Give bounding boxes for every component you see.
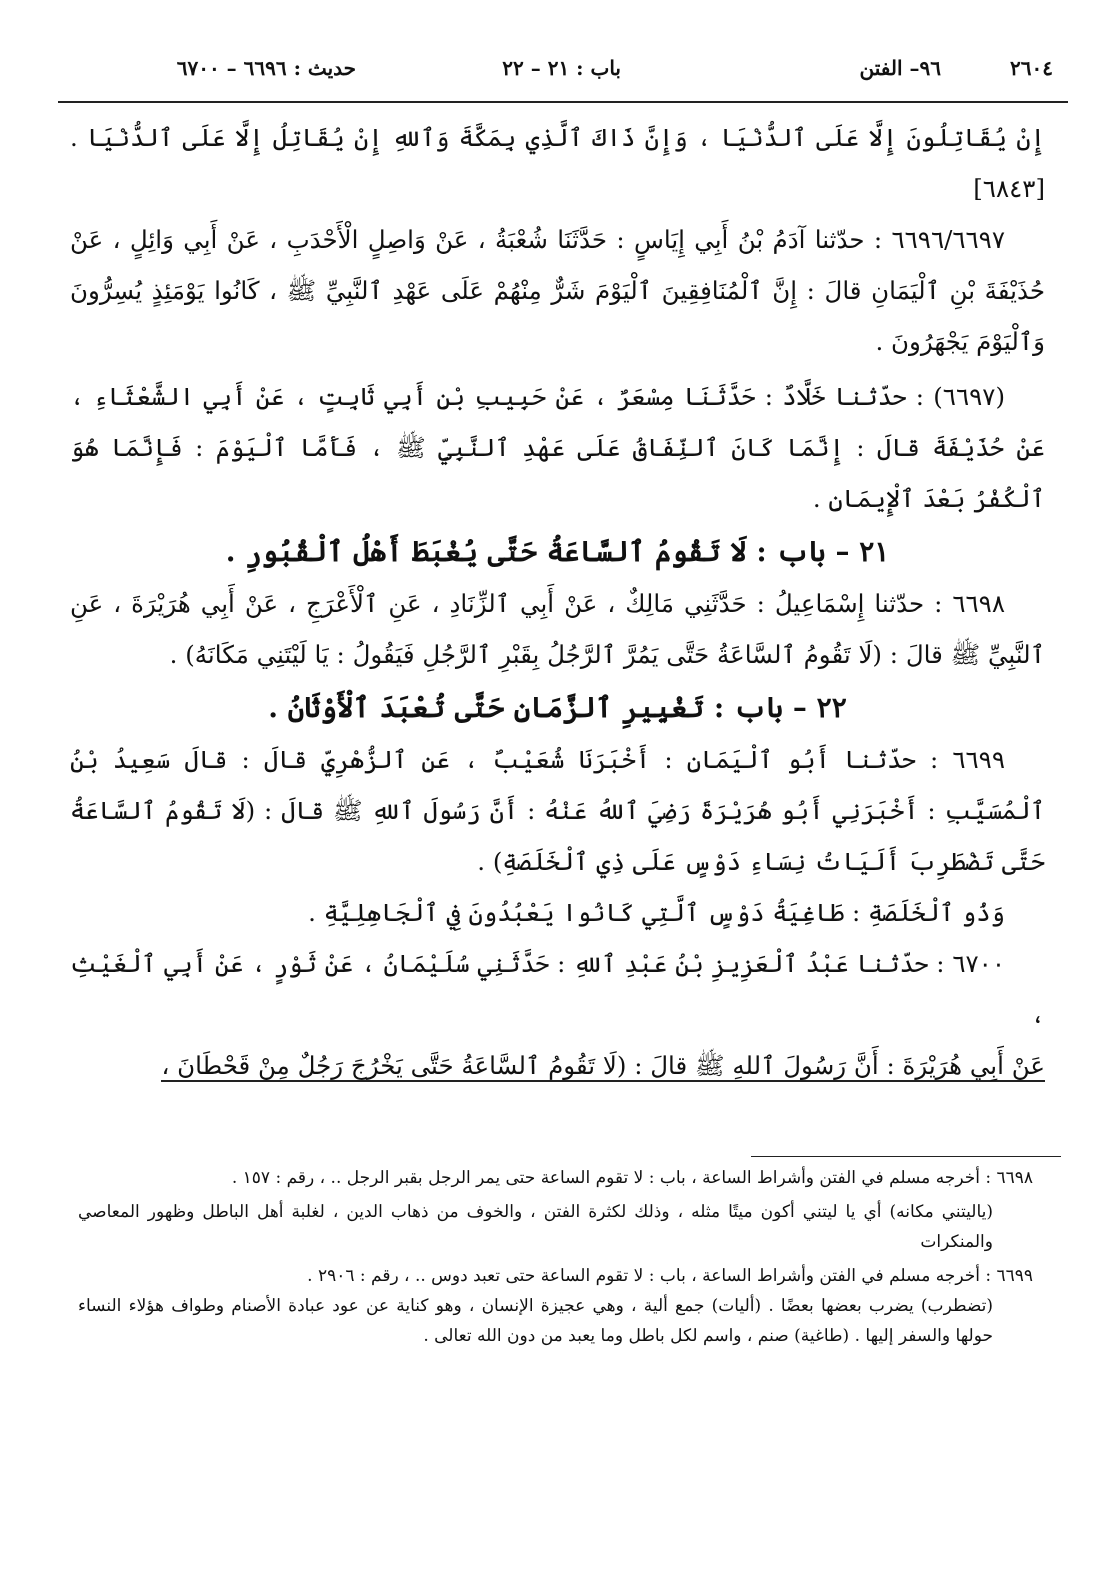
hadith-range: حديث : ٦٦٩٦ – ٦٧٠٠: [176, 56, 356, 80]
footnote-6699: ٦٦٩٩ : أخرجه مسلم في الفتن وأشراط الساعة ، باب : لا تقوم الساعة حتى تعبد دوس .. ، رقم : ٢٩٠٦ .: [307, 1266, 1033, 1286]
header-divider: [58, 101, 1068, 103]
hadith-6696: ٦٦٩٦/٦٦٩٧ : حدّثنا آدَمُ بْنُ أَبِي إِيَاسٍ : حَدَّثَنَا شُعْبَةُ ، عَنْ وَاصِلٍ الْأَحْدَبِ ، عَنْ أَبِي وَائِلٍ ، عَنْ حُذَيْفَةَ بْنِ ٱلْيَمَانِ قالَ : إِنَّ ٱلْمُنَافِقِينَ ٱلْيَوْمَ شَرٌّ مِنْهُمْ عَلَى عَهْدِ ٱلنَّبِيِّ ﷺ ، كَانُوا يَوْمَئِذٍ يُسِرُّونَ وَٱلْيَوْمَ يَجْهَرُونَ .: [70, 225, 1045, 356]
hadith-6700-line1: ٦٧٠٠ : حدّثنا عَبْدُ ٱلْعَزِيزِ بْنُ عَبْدِ ٱللهِ : حَدَّثَنِي سُلَيْمَانُ ، عَنْ ثَوْرٍ ، عَنْ أَبِي ٱلْغَيْثِ ،: [70, 949, 1045, 1029]
footnote-6698: ٦٦٩٨ : أخرجه مسلم في الفتن وأشراط الساعة ، باب : لا تقوم الساعة حتى يمر الرجل بقبر الرجل .. ، رقم : ١٥٧ .: [231, 1168, 1033, 1188]
page-number: ٢٦٠٤: [1010, 56, 1053, 80]
continued-paragraph: إِنْ يُقَاتِلُونَ إِلَّا عَلَى ٱلدُّنْيَا ، وَإِنَّ ذَاكَ ٱلَّذِي بِمَكَّةَ وَٱللهِ إِنْ يُقَاتِلُ إِلَّا عَلَى ٱلدُّنْيَا . [٦٨٤٣]: [70, 123, 1045, 203]
chapter-heading-22: ٢٢ – باب : تَغْيِيرِ ٱلزَّمَانِ حَتَّى تُعْبَدَ ٱلْأَوْثَانُ .: [268, 691, 847, 724]
footnote-divider: [751, 1156, 1061, 1157]
hadith-6697: (٦٦٩٧) : حدّثنا خَلَّادٌ : حَدَّثَنَا مِسْعَرٌ ، عَنْ حَبِيبِ بْنِ أَبِي ثَابِتٍ ، عَنْ أَبِي الشَّعْثَاءِ ، عَنْ حُذَيْفَةَ قالَ : إِنَّمَا كَانَ ٱلنِّفَاقُ عَلَى عَهْدِ ٱلنَّبِيِّ ﷺ ، فَأَمَّا ٱلْيَوْمَ : فَإِنَّمَا هُوَ ٱلْكُفْرُ بَعْدَ ٱلْإِيمَانِ .: [70, 382, 1045, 513]
running-header: [58, 52, 1061, 92]
dhul-khalasa-note: وَذُو ٱلْخَلَصَةِ : طَاغِيَةُ دَوْسٍ ٱلَّتِي كَانُوا يَعْبُدُونَ فِي ٱلْجَاهِلِيَّةِ .: [308, 898, 1005, 927]
hadith-6700-line2-wrap: [70, 1040, 1045, 1091]
footnote-6698-explanation: (ياليتني مكانه) أي يا ليتني أكون ميتًا مثله ، وذلك لكثرة الفتن ، والخوف من ذهاب الدين ، لغلبة أهل الباطل وظهور المعاصي والمنكرات: [78, 1202, 993, 1252]
main-text: [70, 112, 1045, 1091]
chapter-heading-21: ٢١ – باب : لَا تَقُومُ ٱلسَّاعَةُ حَتَّى يُغْبَطَ أَهْلُ ٱلْقُبُورِ .: [225, 535, 890, 568]
footnotes: [78, 1163, 1033, 1351]
footnote-6699-explanation: (تضطرب) يضرب بعضها بعضًا . (أليات) جمع ألية ، وهي عجيزة الإنسان ، وهو كناية عن عود عبادة الأصنام وطواف هؤلاء النساء حولها والسفر إليها . (طاغية) صنم ، واسم لكل باطل وما يعبد من دون الله تعالى .: [78, 1296, 993, 1346]
hadith-6700-line2: عَنْ أَبِي هُرَيْرَةَ : أَنَّ رَسُولَ ٱللهِ ﷺ قالَ : (لَا تَقُومُ ٱلسَّاعَةُ حَتَّى يَخْرُجَ رَجُلٌ مِنْ قَحْطَانَ ،: [161, 1051, 1045, 1080]
bab-range: باب : ٢١ – ٢٢: [502, 56, 621, 80]
book-title: ٩٦– الفتن: [859, 56, 941, 80]
hadith-6699: ٦٦٩٩ : حدّثنا أَبُو ٱلْيَمَانِ : أَخْبَرَنَا شُعَيْبٌ ، عَنِ ٱلزُّهْرِيِّ قالَ : قالَ سَعِيدُ بْنُ ٱلْمُسَيَّبِ : أَخْبَرَنِي أَبُو هُرَيْرَةَ رَضِيَ ٱللهُ عَنْهُ : أَنَّ رَسُولَ ٱللهِ ﷺ قالَ : (لَا تَقُومُ ٱلسَّاعَةُ حَتَّى تَضْطَرِبَ أَلَيَاتُ نِسَاءِ دَوْسٍ عَلَى ذِي ٱلْخَلَصَةِ) .: [70, 745, 1045, 876]
hadith-6698: ٦٦٩٨ : حدّثنا إِسْمَاعِيلُ : حَدَّثَنِي مَالِكٌ ، عَنْ أَبِي ٱلزِّنَادِ ، عَنِ ٱلْأَعْرَجِ ، عَنْ أَبِي هُرَيْرَةَ ، عَنِ ٱلنَّبِيِّ ﷺ قالَ : (لَا تَقُومُ ٱلسَّاعَةُ حَتَّى يَمُرَّ ٱلرَّجُلُ بِقَبْرِ ٱلرَّجُلِ فَيَقُولُ : يَا لَيْتَنِي مَكَانَهُ) .: [70, 589, 1045, 669]
